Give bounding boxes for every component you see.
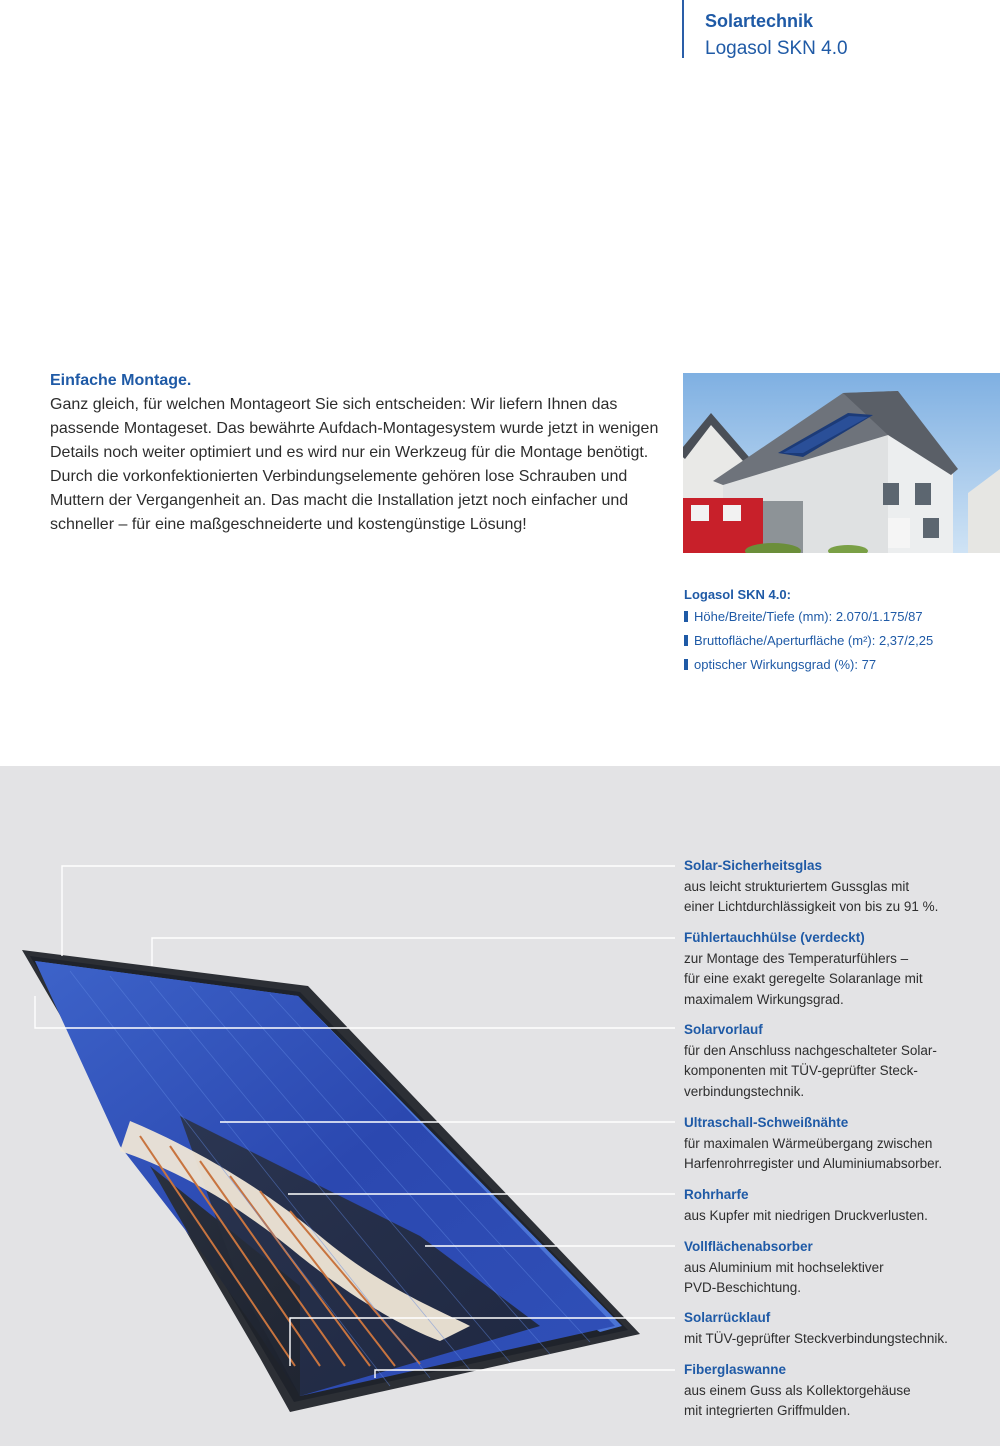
feature-title: Rohrharfe <box>684 1187 749 1202</box>
spec-item-text: Bruttofläche/Aperturfläche (m²): 2,37/2,25 <box>694 633 934 648</box>
spec-title: Logasol SKN 4.0: <box>684 587 791 602</box>
intro-title: Einfache Montage. <box>50 372 192 389</box>
feature-full-surface-absorber <box>684 1237 994 1299</box>
house-photo <box>683 373 1000 553</box>
feature-ultrasonic-welds <box>684 1113 994 1175</box>
feature-desc-line: für den Anschluss nachgeschalteter Solar- <box>684 1042 937 1058</box>
feature-desc-line: verbindungstechnik. <box>684 1083 805 1099</box>
bullet-icon <box>684 635 688 646</box>
feature-desc-line: Harfenrohrregister und Aluminiumabsorber. <box>684 1156 943 1171</box>
feature-solar-safety-glass <box>684 856 994 918</box>
header-category: Solartechnik <box>705 11 814 31</box>
feature-desc-line: für maximalen Wärmeübergang zwischen <box>684 1135 933 1151</box>
feature-title: Solar-Sicherheitsglas <box>684 858 823 873</box>
feature-desc-line: aus Kupfer mit niedrigen Druckverlusten. <box>684 1207 928 1223</box>
feature-desc-line: komponenten mit TÜV-geprüfter Steck- <box>684 1063 918 1078</box>
feature-desc-line: aus einem Guss als Kollektorgehäuse <box>684 1382 911 1398</box>
feature-pipe-harp <box>684 1185 994 1226</box>
intro-body: Ganz gleich, für welchen Montageort Sie sich entscheiden: Wir liefern Ihnen das passende Montageset. Das bewährte Aufdach-Montagesystem wurde jetzt in wenigen Details noch weiter optimiert und es wird nur ein Werkzeug für die Montage benötigt. Durch die vorkonfektionierten Verbindungselemente gehören lose Schrauben und Muttern der Vergangenheit an. Das macht die Installation jetzt noch einfacher und schneller – für eine maßgeschneiderte und kostengünstige Lösung! <box>50 396 659 533</box>
feature-solar-flow <box>684 1020 994 1102</box>
spec-item <box>684 653 1000 677</box>
spec-item-text: Höhe/Breite/Tiefe (mm): 2.070/1.175/87 <box>694 609 923 624</box>
spec-item <box>684 629 1000 653</box>
intro-section <box>50 369 660 537</box>
page-header <box>682 0 848 58</box>
feature-title: Vollflächenabsorber <box>684 1239 813 1254</box>
bullet-icon <box>684 659 688 670</box>
feature-desc-line: aus leicht strukturiertem Gussglas mit <box>684 878 910 894</box>
feature-title: Solarrücklauf <box>684 1310 771 1325</box>
feature-title: Fühlertauchhülse (verdeckt) <box>684 930 865 945</box>
feature-desc-line: einer Lichtdurchlässigkeit von bis zu 91 %. <box>684 899 939 914</box>
bullet-icon <box>684 611 688 622</box>
feature-desc-line: maximalem Wirkungsgrad. <box>684 991 844 1007</box>
feature-desc-line: zur Montage des Temperaturfühlers – <box>684 950 909 966</box>
feature-solar-return <box>684 1308 994 1349</box>
feature-desc-line: für eine exakt geregelte Solaranlage mit <box>684 971 923 986</box>
house-illustration <box>683 373 1000 553</box>
feature-title: Ultraschall-Schweißnähte <box>684 1115 849 1130</box>
spec-item <box>684 605 1000 629</box>
feature-desc-line: mit TÜV-geprüfter Steckverbindungstechnik. <box>684 1330 948 1346</box>
feature-fiberglass-tray <box>684 1360 994 1422</box>
feature-desc-line: aus Aluminium mit hochselektiver <box>684 1259 884 1275</box>
feature-sensor-sleeve <box>684 928 994 1010</box>
feature-desc-line: mit integrierten Griffmulden. <box>684 1403 851 1418</box>
spec-item-text: optischer Wirkungsgrad (%): 77 <box>694 657 877 672</box>
feature-title: Solarvorlauf <box>684 1022 763 1037</box>
spec-box <box>684 585 1000 677</box>
header-product: Logasol SKN 4.0 <box>705 38 848 59</box>
feature-title: Fiberglaswanne <box>684 1362 787 1377</box>
feature-desc-line: PVD-Beschichtung. <box>684 1280 802 1295</box>
